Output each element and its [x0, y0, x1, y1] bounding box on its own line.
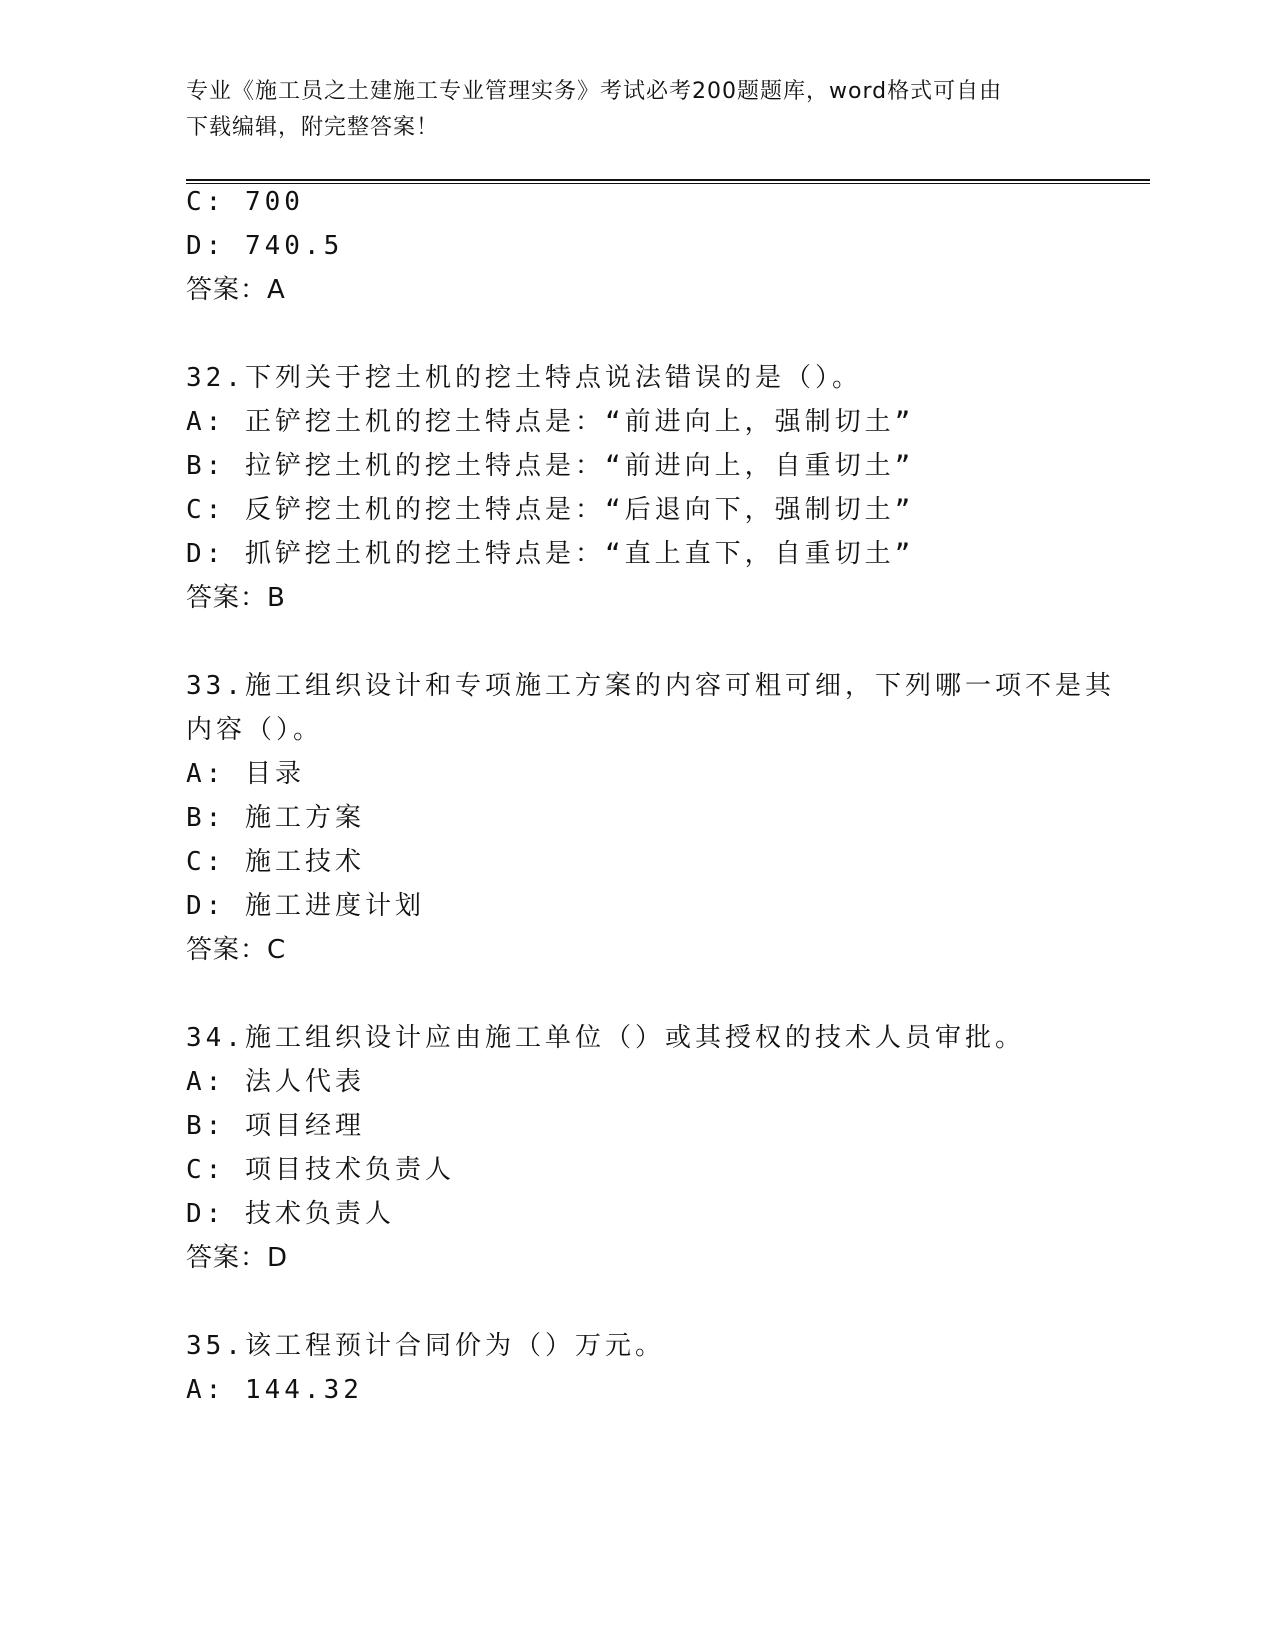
prev-answer: 答案：A	[186, 275, 286, 305]
q32-option-b: B: 拉铲挖土机的挖土特点是：“前进向上，自重切土”	[186, 451, 915, 481]
document-header	[186, 74, 1076, 146]
q32-answer: 答案：B	[186, 583, 286, 613]
q34-answer: 答案：D	[186, 1243, 289, 1273]
q33-option-b: B: 施工方案	[186, 803, 365, 833]
q33-answer: 答案：C	[186, 935, 287, 965]
q32-option-d: D: 抓铲挖土机的挖土特点是：“直上直下，自重切土”	[186, 539, 915, 569]
q35-option-a: A: 144.32	[186, 1375, 363, 1405]
q34-option-a: A: 法人代表	[186, 1067, 365, 1097]
q34-option-b: B: 项目经理	[186, 1111, 365, 1141]
header-divider-thick	[186, 179, 1150, 181]
header-line-1: 专业《施工员之土建施工专业管理实务》考试必考200题题库，word格式可自由	[186, 79, 1003, 104]
q34-stem: 34.施工组织设计应由施工单位（）或其授权的技术人员审批。	[186, 1023, 1025, 1053]
q33-stem-line-2: 内容（）。	[186, 715, 324, 745]
q34-option-c: C: 项目技术负责人	[186, 1155, 455, 1185]
q33-option-a: A: 目录	[186, 759, 305, 789]
q32-option-a: A: 正铲挖土机的挖土特点是：“前进向上，强制切土”	[186, 407, 915, 437]
header-divider-thin	[186, 183, 1150, 184]
q32-stem: 32.下列关于挖土机的挖土特点说法错误的是（）。	[186, 363, 862, 393]
q34-option-d: D: 技术负责人	[186, 1199, 395, 1229]
q32-option-c: C: 反铲挖土机的挖土特点是：“后退向下，强制切土”	[186, 495, 915, 525]
header-line-2: 下载编辑，附完整答案！	[186, 115, 440, 140]
q33-stem-line-1: 33.施工组织设计和专项施工方案的内容可粗可细，下列哪一项不是其	[186, 671, 1115, 701]
q33-option-c: C: 施工技术	[186, 847, 365, 877]
q33-option-d: D: 施工进度计划	[186, 891, 425, 921]
prev-option-d: D: 740.5	[186, 231, 344, 261]
prev-option-c: C: 700	[186, 187, 304, 217]
q35-stem: 35.该工程预计合同价为（）万元。	[186, 1331, 665, 1361]
